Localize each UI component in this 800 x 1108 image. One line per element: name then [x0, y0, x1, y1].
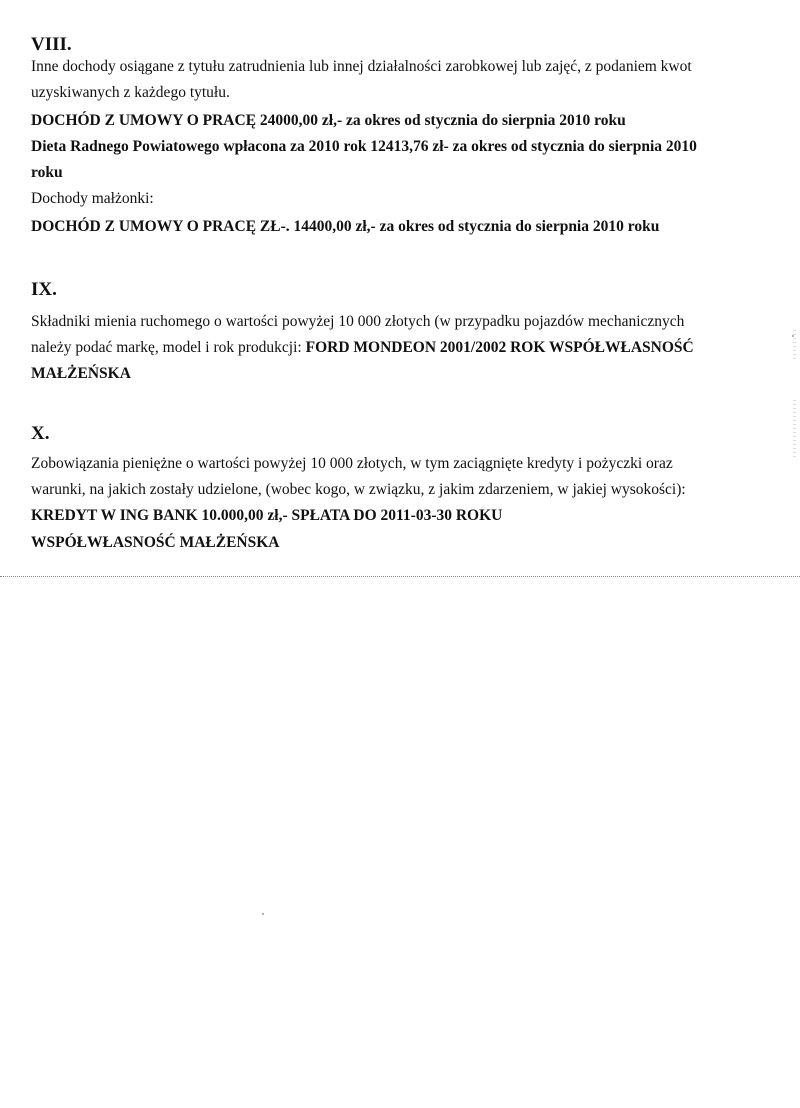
section-viii-income-2-line2: roku — [31, 164, 63, 181]
scan-speck — [792, 335, 794, 337]
section-viii-intro-line1: Inne dochody osiągane z tytułu zatrudnienia lub innej działalności zarobkowej lub zajęć, z podaniem kwot — [31, 58, 692, 75]
section-viii-spouse-label: Dochody małżonki: — [31, 190, 154, 207]
section-x-text-line1: Zobowiązania pieniężne o wartości powyżej 10 000 złotych, w tym zaciągnięte kredyty i pożyczki oraz — [31, 455, 673, 472]
section-ix-vehicle: FORD MONDEON 2001/2002 ROK WSPÓŁWŁASNOŚĆ — [305, 339, 694, 356]
section-ix-text-line1: Składniki mienia ruchomego o wartości powyżej 10 000 złotych (w przypadku pojazdów mechanicznych — [31, 313, 685, 330]
section-x-heading: X. — [31, 423, 50, 444]
section-ix-heading: IX. — [31, 279, 57, 300]
section-x-text-line2: warunki, na jakich zostały udzielone, (wobec kogo, w związku, z jakim zdarzeniem, w jakiej wysokości): — [31, 481, 686, 498]
scan-speck — [262, 913, 264, 915]
section-x-ownership: WSPÓŁWŁASNOŚĆ MAŁŻEŃSKA — [31, 534, 280, 551]
scan-edge-noise — [793, 400, 796, 460]
section-x — [31, 423, 760, 556]
section-viii-income-2-line1: Dieta Radnego Powiatowego wpłacona za 2010 rok 12413,76 zł- za okres od stycznia do sierpnia 2010 — [31, 138, 697, 155]
section-viii-income-1: DOCHÓD Z UMOWY O PRACĘ 24000,00 zł,- za okres od stycznia do sierpnia 2010 roku — [31, 112, 626, 129]
section-viii-heading: VIII. — [31, 34, 72, 55]
scan-edge-line — [0, 576, 800, 577]
section-ix — [31, 279, 760, 387]
section-viii — [31, 34, 760, 240]
section-viii-intro-line2: uzyskiwanych z każdego tytułu. — [31, 84, 230, 101]
section-ix-ownership: MAŁŻEŃSKA — [31, 365, 131, 382]
section-viii-spouse-income: DOCHÓD Z UMOWY O PRACĘ ZŁ-. 14400,00 zł,- za okres od stycznia do sierpnia 2010 roku — [31, 218, 660, 235]
section-ix-text-line2 — [31, 335, 760, 361]
section-x-loan: KREDYT W ING BANK 10.000,00 zł,- SPŁATA DO 2011-03-30 ROKU — [31, 507, 503, 524]
section-ix-text-line2-plain: należy podać markę, model i rok produkcji: — [31, 339, 306, 356]
